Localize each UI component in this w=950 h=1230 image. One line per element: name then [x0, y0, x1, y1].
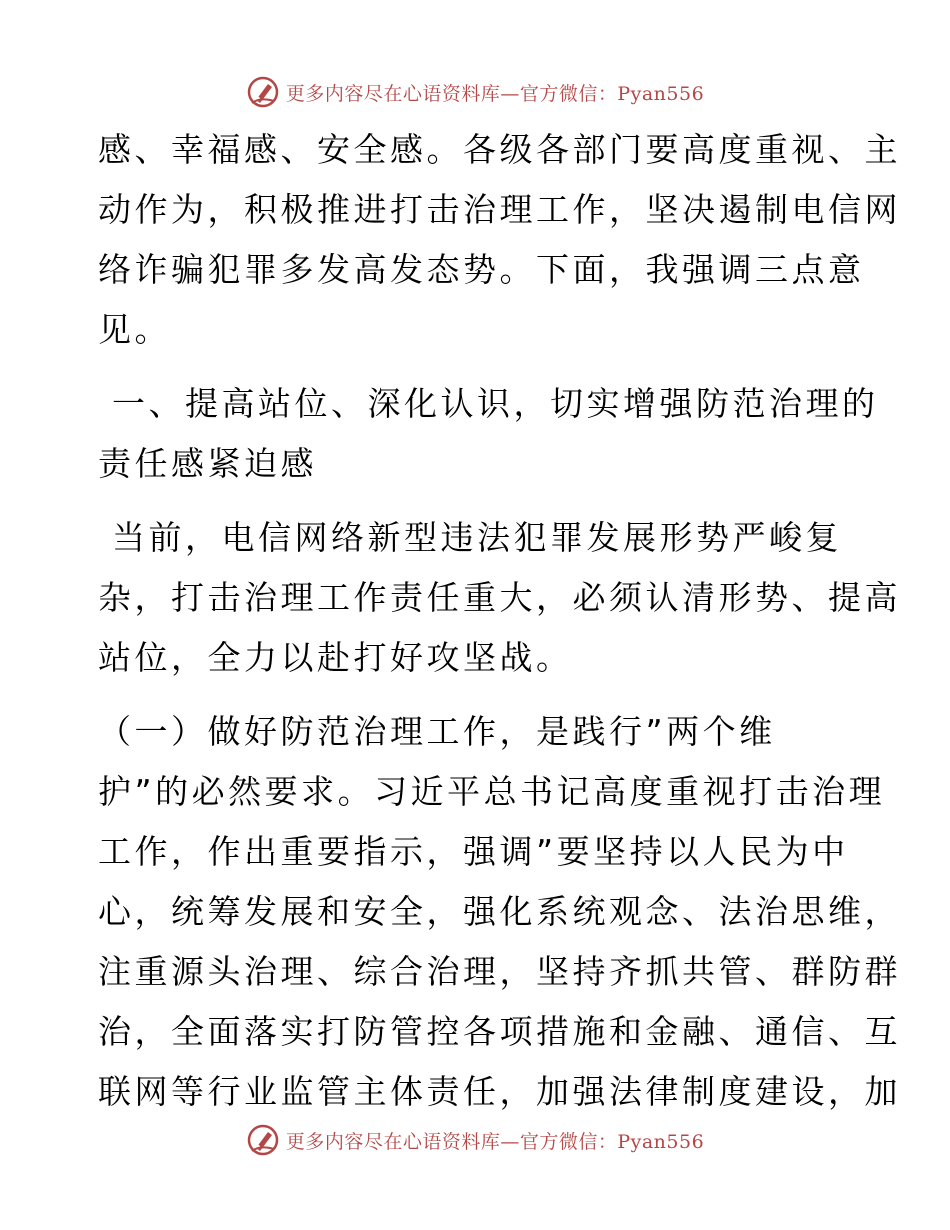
text-line: 心，统筹发展和安全，强化系统观念、法治思维，: [98, 892, 901, 931]
text-line: 杂，打击治理工作责任重大，必须认清形势、提高: [98, 578, 901, 617]
section-heading-1: [98, 374, 879, 494]
text-line: 站位，全力以赴打好攻坚战。: [98, 638, 573, 677]
footer-banner: [0, 1118, 950, 1162]
pen-logo-icon: [246, 75, 280, 109]
header-banner-inner: [246, 75, 704, 109]
footer-banner-text: 更多内容尽在心语资料库—官方微信：Pyan556: [285, 1130, 705, 1153]
heading-line: 责任感紧迫感: [98, 444, 317, 483]
pen-logo-icon: [246, 1123, 280, 1157]
paragraph-3: [98, 702, 901, 1122]
text-line: 护”的必然要求。习近平总书记高度重视打击治理: [98, 772, 886, 811]
text-line: 见。: [98, 310, 171, 349]
document-body: [98, 120, 901, 1122]
text-line: 联网等行业监管主体责任，加强法律制度建设，加: [98, 1072, 901, 1111]
text-line: 注重源头治理、综合治理，坚持齐抓共管、群防群: [98, 952, 901, 991]
text-line: 感、幸福感、安全感。各级各部门要高度重视、主: [98, 130, 901, 169]
header-banner: [0, 70, 950, 114]
text-line: 工作，作出重要指示，强调”要坚持以人民为中: [98, 832, 849, 871]
text-line: （一）做好防范治理工作，是践行”两个维: [98, 712, 776, 751]
footer-banner-inner: [246, 1123, 704, 1157]
text-line: 当前，电信网络新型违法犯罪发展形势严峻复: [98, 518, 842, 557]
paragraph-1: [98, 120, 901, 360]
text-line: 治，全面落实打防管控各项措施和金融、通信、互: [98, 1012, 901, 1051]
heading-line: 一、提高站位、深化认识，切实增强防范治理的: [98, 384, 879, 423]
header-banner-text: 更多内容尽在心语资料库—官方微信：Pyan556: [285, 82, 705, 105]
text-line: 络诈骗犯罪多发高发态势。下面，我强调三点意: [98, 250, 865, 289]
text-line: 动作为，积极推进打击治理工作，坚决遏制电信网: [98, 190, 901, 229]
paragraph-2: [98, 508, 901, 688]
